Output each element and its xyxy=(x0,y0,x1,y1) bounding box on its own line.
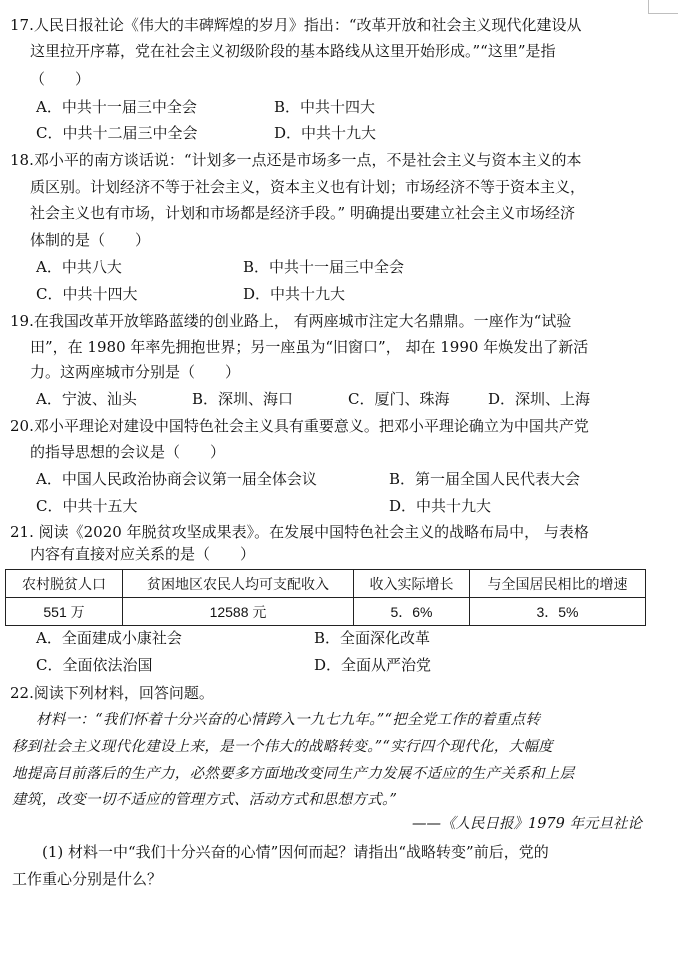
q19-option-b[interactable]: B．深圳、海口 xyxy=(192,390,294,408)
q18-option-a[interactable]: A．中共八大 xyxy=(36,258,122,276)
q22-sub-question-line-2: 工作重心分别是什么？ xyxy=(12,870,163,888)
q18-option-b[interactable]: B．中共十一届三中全会 xyxy=(243,258,405,276)
q18-line-4: 体制的是（ ） xyxy=(30,231,151,249)
q18-option-d[interactable]: D．中共十九大 xyxy=(243,285,346,303)
page-corner-mark xyxy=(648,0,678,14)
q21-option-a[interactable]: A．全面建成小康社会 xyxy=(36,629,182,647)
q20-option-d[interactable]: D．中共十九大 xyxy=(389,497,492,515)
q21-line-2: 内容有直接对应关系的是（ ） xyxy=(30,545,256,563)
q22-material-line-3: 地提高目前落后的生产力，必然要多方面地改变同生产力发展不适应的生产关系和上层 xyxy=(12,766,575,782)
q21-option-d[interactable]: D．全面从严治党 xyxy=(314,656,432,674)
q19-option-a[interactable]: A．宁波、汕头 xyxy=(36,390,137,408)
q17-option-a[interactable]: A．中共十一届三中全会 xyxy=(36,98,197,116)
q19-line-2: 田”，在 1980 年率先拥抱世界；另一座虽为“旧窗口”， 却在 1990 年焕发出了新活 xyxy=(30,338,589,356)
q21-line-1: 21. 阅读《2020 年脱贫攻坚成果表》。在发展中国特色社会主义的战略布局中， 与表格 xyxy=(10,523,589,541)
q22-source: ——《人民日报》1979 年元旦社论 xyxy=(411,816,642,832)
table-row xyxy=(6,598,646,626)
table-cell: 551 万 xyxy=(6,598,123,626)
q21-option-c[interactable]: C．全面依法治国 xyxy=(36,656,153,674)
q18-line-2: 质区别。计划经济不等于社会主义，资本主义也有计划；市场经济不等于资本主义， xyxy=(30,178,586,196)
q19-option-d[interactable]: D．深圳、上海 xyxy=(488,390,591,408)
q17-option-c[interactable]: C．中共十二届三中全会 xyxy=(36,124,198,142)
table-header-row xyxy=(6,570,646,598)
q20-option-a[interactable]: A．中国人民政治协商会议第一届全体会议 xyxy=(36,470,317,488)
q19-line-1: 19.在我国改革开放筚路蓝缕的创业路上， 有两座城市注定大名鼎鼎。一座作为“试验 xyxy=(10,312,572,330)
q17-option-b[interactable]: B．中共十四大 xyxy=(274,98,376,116)
q17-answer-blank: （ ） xyxy=(30,70,91,88)
table-header-cell: 与全国居民相比的增速 xyxy=(470,570,646,598)
q20-option-c[interactable]: C．中共十五大 xyxy=(36,497,138,515)
q18-line-3: 社会主义也有市场，计划和市场都是经济手段。” 明确提出要建立社会主义市场经济 xyxy=(30,204,575,222)
table-header-cell: 收入实际增长 xyxy=(354,570,470,598)
q19-option-c[interactable]: C．厦门、珠海 xyxy=(348,390,450,408)
q22-material-line-4: 建筑，改变一切不适应的管理方式、活动方式和思想方式。” xyxy=(12,792,398,808)
q20-option-b[interactable]: B．第一届全国人民代表大会 xyxy=(389,470,581,488)
q17-line-1: 17.人民日报社论《伟大的丰碑辉煌的岁月》指出：“改革开放和社会主义现代化建设从 xyxy=(10,16,582,34)
q17-line-2: 这里拉开序幕，党在社会主义初级阶段的基本路线从这里开始形成。”“这里”是指 xyxy=(30,42,556,60)
table-header-cell: 贫困地区农民人均可支配收入 xyxy=(123,570,354,598)
q21-option-b[interactable]: B．全面深化改革 xyxy=(314,629,431,647)
q22-material-line-1: 材料一：“我们怀着十分兴奋的心情跨入一九七九年。”“把全党工作的着重点转 xyxy=(36,712,541,728)
q22-material-line-2: 移到社会主义现代化建设上来，是一个伟大的战略转变。”“实行四个现代化，大幅度 xyxy=(12,739,553,755)
poverty-results-table xyxy=(5,569,646,626)
q22-title: 22.阅读下列材料，回答问题。 xyxy=(10,684,214,702)
q20-line-2: 的指导思想的会议是（ ） xyxy=(30,443,226,461)
table-header-cell: 农村脱贫人口 xyxy=(6,570,123,598)
table-cell: 3．5% xyxy=(470,598,646,626)
table-cell: 12588 元 xyxy=(123,598,354,626)
q18-line-1: 18.邓小平的南方谈话说：“计划多一点还是市场多一点，不是社会主义与资本主义的本 xyxy=(10,151,582,169)
table-cell: 5．6% xyxy=(354,598,470,626)
q22-sub-question-line-1: (1) 材料一中“我们十分兴奋的心情”因何而起？请指出“战略转变”前后，党的 xyxy=(42,843,549,861)
q18-option-c[interactable]: C．中共十四大 xyxy=(36,285,138,303)
q17-option-d[interactable]: D．中共十九大 xyxy=(274,124,377,142)
q20-line-1: 20.邓小平理论对建设中国特色社会主义具有重要意义。把邓小平理论确立为中国共产党 xyxy=(10,417,589,435)
q19-line-3: 力。这两座城市分别是（ ） xyxy=(30,363,241,381)
